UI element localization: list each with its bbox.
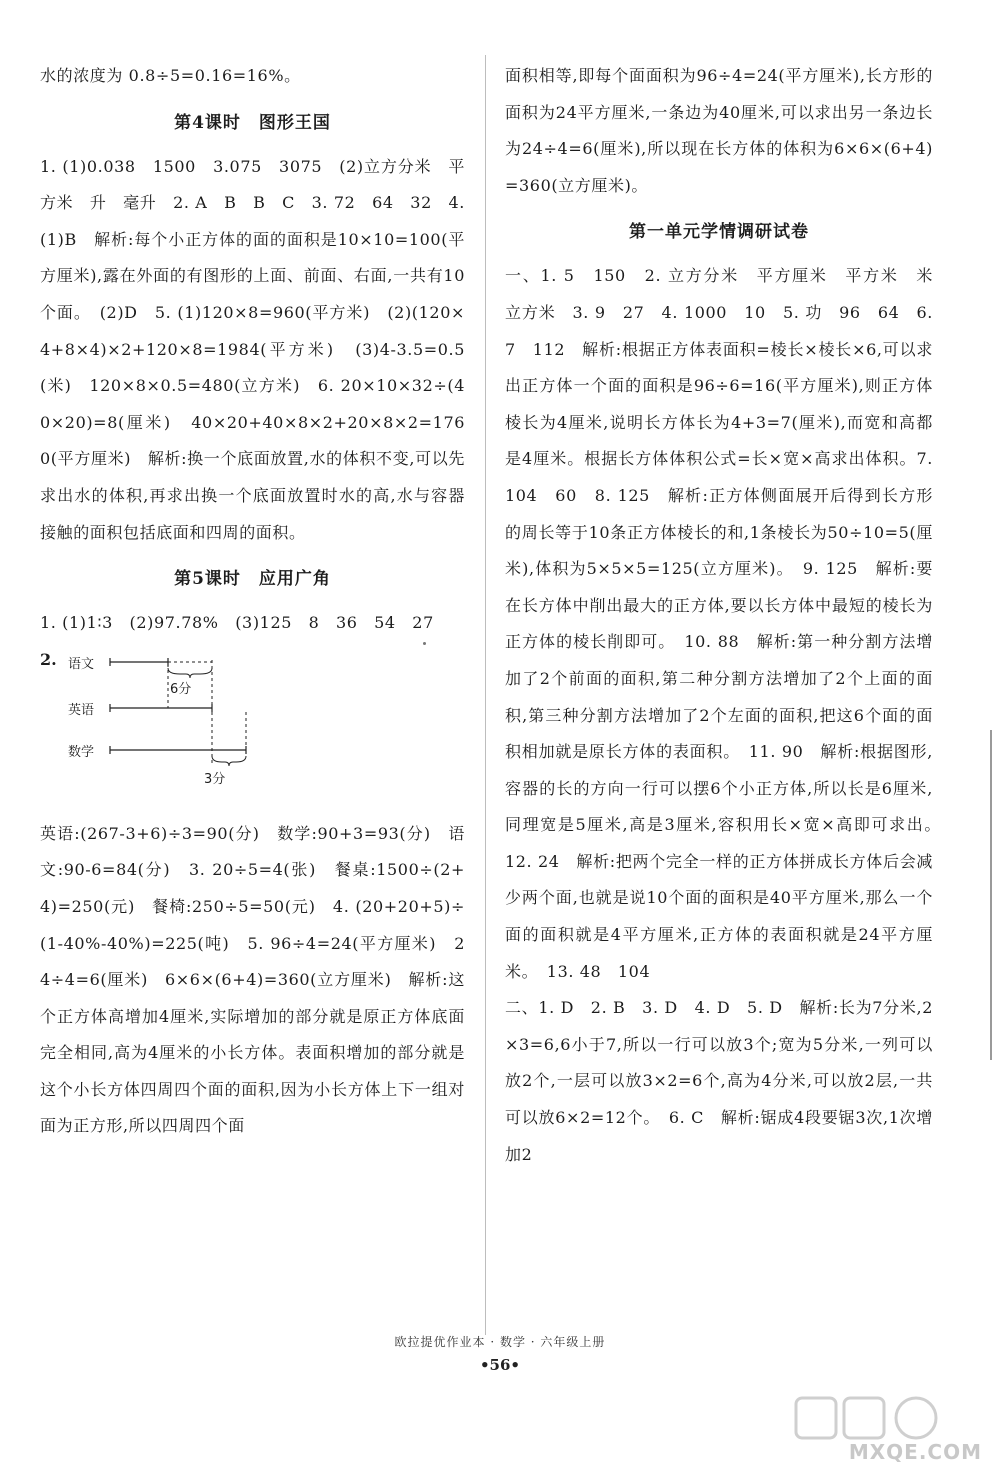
lesson-4-answers: 1. (1)0.038 1500 3.075 3075 (2)立方分米 平方米 升 毫升 2. A B B C 3. 72 64 32 4. (1)B 解析:每个小正方体的面的面积是10×10=100(平方厘米),露在外面的有图形的上面、前面、右面,一共有10个面。 (2)D 5. (1)120×8=960(平方米) (2)(120×4+8×4)×2+120×8=1984(平方米) (3)4-3.5=0.5(米) 120×8×0.5=480(立方米) 6. 20×10×32÷(40×20)=8(厘米) 40×20+40×8×2+20×8×2=1760(平方厘米) 解析:换一个底面放置,水的体积不变,可以先求出水的体积,再求出换一个底面放置时水的高,水与容器接触的面积包括底面和四周的面积。 <box>40 156 465 542</box>
score-comparison-diagram <box>40 642 465 816</box>
line-segment-diagram <box>40 642 465 816</box>
right-continuation-text: 面积相等,即每个面面积为96÷4=24(平方厘米),长方形的面积为24平方厘米,一条边为40厘米,可以求出另一条边长为24÷4=6(厘米),所以现在长方体的体积为6×6×(6+4)=360(立方厘米)。 <box>505 66 933 195</box>
unit-1-section-2-answers: 二、1. D 2. B 3. D 4. D 5. D 解析:长为7分米,2×3=6,6小于7,所以一行可以放3个;宽为5分米,一列可以放2个,一层可以放3×2=6个,高为4分米,可以放2层,一共可以放6×2=12个。 6. C 解析:锯成4段要锯3次,1次增加2 <box>505 998 933 1164</box>
lesson-5-heading: 第5课时 应用广角 <box>174 569 331 590</box>
unit-1-section-1-answers: 一、1. 5 150 2. 立方分米 平方厘米 平方米 米 立方米 3. 9 27 4. 1000 10 5. 功 96 64 6. 7 112 解析:根据正方体表面积=棱长×棱长×6,可以求出正方体一个面的面积是96÷6=16(平方厘米),则正方体棱长为4厘米,说明长方体长为4+3=7(厘米),而宽和高都是4厘米。根据长方体体积公式=长×宽×高求出体积。7. 104 60 8. 125 解析:正方体侧面展开后得到长方形的周长等于10条正方体棱长的和,1条棱长为50÷10=5(厘米),体积为5×5×5=125(立方厘米)。 9. 125 解析:要在长方体中削出最大的正方体,要以长方体中最短的棱长为正方体的棱长削即可。 10. 88 解析:第一种分割方法增加了2个前面的面积,第二种分割方法增加了2个上面的面积,第三种分割方法增加了2个左面的面积,把这6个面的面积相加就是原长方体的表面积。 11. 90 解析:根据图形,容器的长的方向一行可以摆6个小正方体,所以长是6厘米,同理宽是5厘米,高是3厘米,容积用长×宽×高即可求出。 12. 24 解析:把两个完全一样的正方体拼成长方体后会减少两个面,也就是说10个面的面积是40平方厘米,那么一个面的面积就是4平方厘米,正方体的表面积就是24平方厘米。 13. 48 104 <box>505 266 950 981</box>
label-chinese: 语文 <box>68 656 95 672</box>
left-column <box>40 58 465 1145</box>
lesson-5-answer-1: 1. (1)1∶3 (2)97.78% (3)125 8 36 54 27 <box>40 613 434 633</box>
difference-label-2: 3分 <box>204 771 226 787</box>
lesson-5-answers: 英语:(267-3+6)÷3=90(分) 数学:90+3=93(分) 语文:90-6=84(分) 3. 20÷5=4(张) 餐桌:1500÷(2+4)=250(元) 餐椅:250÷5=50(元) 4. (20+20+5)÷(1-40%-40%)=225(吨) 5. 96÷4=24(平方厘米) 24÷4=6(厘米) 6×6×(6+4)=360(立方厘米) 解析:这个正方体高增加4厘米,实际增加的部分就是原正方体底面完全相同,高为4厘米的小长方体。表面积增加的部分就是这个小长方体四周四个面的面积,因为小长方体上下一组对面为正方形,所以四周四个面 <box>40 823 465 1136</box>
watermark-text: MXQE.COM <box>848 1440 982 1464</box>
column-divider <box>485 55 486 1335</box>
stray-dot <box>423 642 426 645</box>
page-edge-line <box>990 730 992 1060</box>
question-number: 2. <box>40 649 57 669</box>
lesson-4-heading: 第4课时 图形王国 <box>174 112 331 133</box>
label-english: 英语 <box>68 702 95 718</box>
book-title-footer: 欧拉提优作业本 · 数学 · 六年级上册 <box>394 1335 606 1349</box>
right-column <box>505 58 950 1173</box>
difference-label-1: 6分 <box>170 681 192 697</box>
label-math: 数学 <box>68 744 95 760</box>
unit-1-test-heading: 第一单元学情调研试卷 <box>629 222 809 243</box>
left-intro-text: 水的浓度为 0.8÷5=0.16=16%。 <box>40 66 301 85</box>
page-number: •56• <box>479 1356 521 1374</box>
